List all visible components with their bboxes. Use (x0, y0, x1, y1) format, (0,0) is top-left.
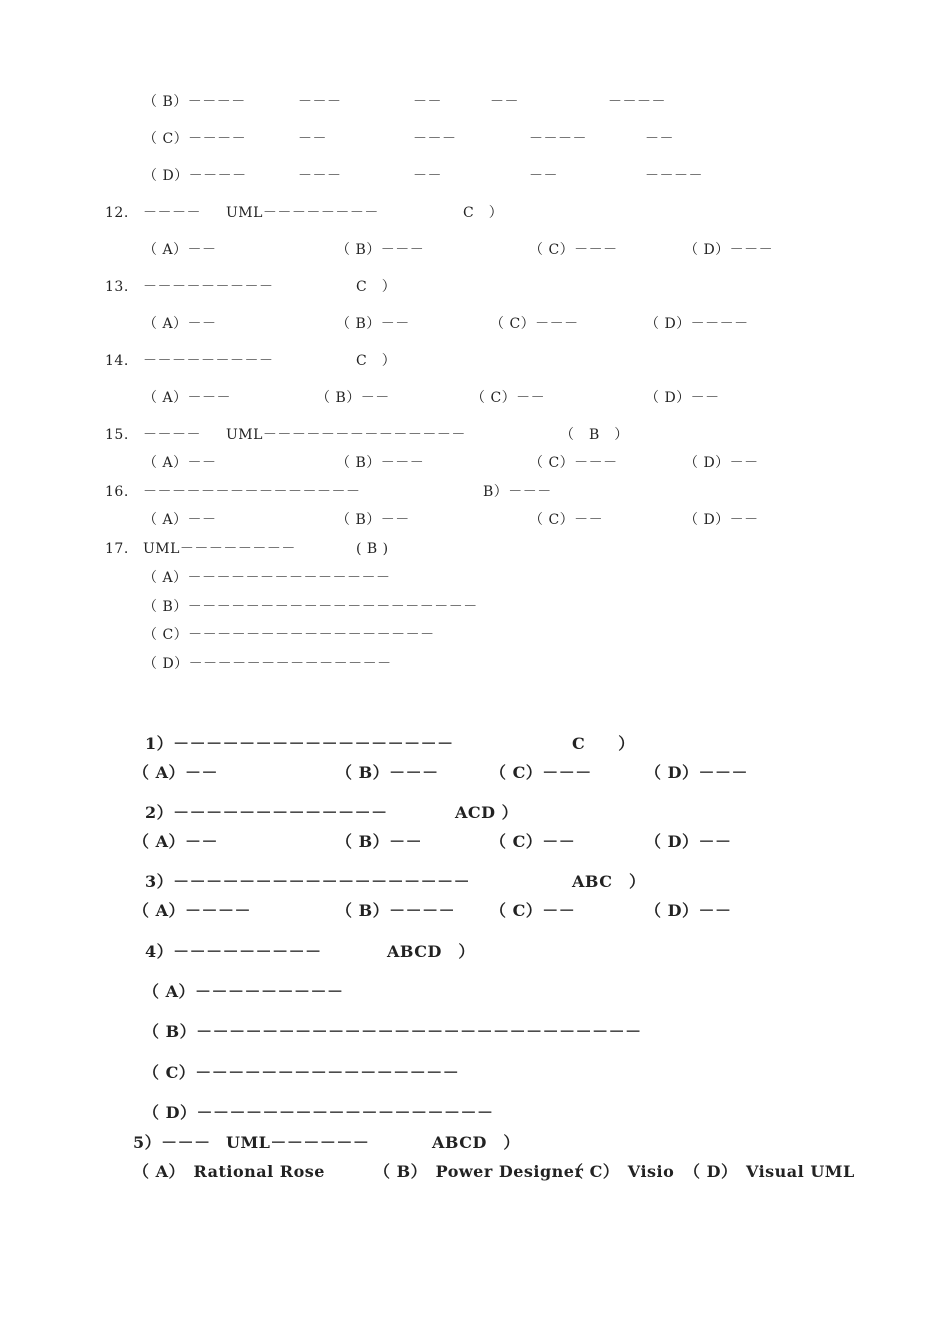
option: （ B）－－－－－－－－－－－－－－－－－－－－－－－－－－－ (143, 1022, 642, 1041)
option-label: （ B）－－－－ (143, 94, 246, 110)
option: （ A）－－ (143, 512, 217, 528)
option: （ B）－－－－－－－－－－－－－－－－－－－－ (143, 599, 478, 615)
option: （ B）－－ (316, 390, 390, 406)
question-answer: ABCD ） (432, 1133, 520, 1152)
option: （ B）－－－－ (336, 901, 456, 920)
option-label: （ D）－－－－ (143, 168, 247, 184)
question-text: UML－－－－－－－－ (226, 205, 379, 221)
question-text: －－－－－－－－－－－－－－－ (143, 484, 361, 500)
question-answer: C ） (463, 205, 504, 221)
option: （ C）－－ (490, 832, 576, 851)
question-text: 1）－－－－－－－－－－－－－－－－－ (145, 734, 454, 753)
question-number: 17. (105, 541, 129, 557)
option: （ D）－－ (684, 455, 759, 471)
option: （ A）－－－－－－－－－ (143, 982, 344, 1001)
question-number: 15. (105, 427, 129, 443)
option: （ D）－－ (645, 901, 732, 920)
option-column: －－－－ (529, 131, 587, 147)
option: （ B）－－－ (336, 455, 425, 471)
option-column: －－－－ (608, 94, 666, 110)
option-column: －－ (413, 168, 442, 184)
option: （ D）－－－ (684, 242, 774, 258)
option: （ B） Power Designer (374, 1162, 584, 1181)
question-number: 12. (105, 205, 129, 221)
option-column: －－ (529, 168, 558, 184)
question-text: 3）－－－－－－－－－－－－－－－－－－ (145, 872, 471, 891)
question-number: 14. (105, 353, 129, 369)
question-answer: ACD ） (455, 803, 519, 822)
option-column: －－ (645, 131, 674, 147)
option: （ A） Rational Rose (133, 1162, 325, 1181)
option: （ A）－－ (143, 455, 217, 471)
option-column: －－－ (298, 168, 342, 184)
question-text: －－－－－－－－－ (143, 353, 274, 369)
question-text: －－－－ (143, 427, 201, 443)
question-text: 5）－－－ (133, 1133, 211, 1152)
option: （ D）－－－－－－－－－－－－－－ (143, 656, 392, 672)
question-number: 16. (105, 484, 129, 500)
option-column: －－ (298, 131, 327, 147)
question-text: UML－－－－－－－－ (143, 541, 296, 557)
option: （ C）－－ (490, 901, 576, 920)
option: （ B）－－ (336, 512, 410, 528)
option: （ D） Visual UML (684, 1162, 855, 1181)
option: （ C）－－ (471, 390, 546, 406)
option: （ A）－－ (133, 763, 218, 782)
option: （ A）－－－ (143, 390, 232, 406)
question-answer: （ B ） (560, 427, 629, 443)
question-text: －－－－ (143, 205, 201, 221)
option-label: （ C）－－－－ (143, 131, 247, 147)
option: （ D）－－－ (645, 763, 748, 782)
option: （ A）－－ (133, 832, 218, 851)
option: （ C）－－－ (529, 242, 618, 258)
option: （ B）－－ (336, 316, 410, 332)
option-column: －－ (413, 94, 442, 110)
option: （ C） Visio (567, 1162, 675, 1181)
question-text: －－－－－－－－－ (143, 279, 274, 295)
question-text: 2）－－－－－－－－－－－－－ (145, 803, 388, 822)
option: （ A）－－－－ (133, 901, 251, 920)
question-answer: ABCD ） (387, 942, 475, 961)
option: （ D）－－－－ (645, 316, 749, 332)
option: （ C）－－－－－－－－－－－－－－－－－ (143, 627, 435, 643)
option: （ A）－－ (143, 242, 217, 258)
option: （ A）－－－－－－－－－－－－－－ (143, 570, 391, 586)
option: （ D）－－ (645, 390, 720, 406)
option-column: －－－ (298, 94, 342, 110)
option: （ C）－－ (529, 512, 604, 528)
question-text: UML－－－－－－－－－－－－－－ (226, 427, 466, 443)
option-column: －－－－ (645, 168, 703, 184)
question-answer: C ） (356, 279, 397, 295)
option: （ D）－－ (684, 512, 759, 528)
question-answer: B）－－－ (483, 484, 552, 500)
option: （ B）－－－ (336, 242, 425, 258)
question-answer: ABC ） (572, 872, 646, 891)
option: （ D）－－ (645, 832, 732, 851)
question-answer: ( B ) (356, 541, 389, 557)
option: （ B）－－ (336, 832, 423, 851)
option: （ C）－－－ (529, 455, 618, 471)
question-text: 4）－－－－－－－－－ (145, 942, 322, 961)
question-answer: C ） (356, 353, 397, 369)
option: （ D）－－－－－－－－－－－－－－－－－－ (143, 1103, 494, 1122)
question-answer: C ） (572, 734, 635, 753)
option: （ C）－－－ (490, 763, 592, 782)
option: （ B）－－－ (336, 763, 439, 782)
question-number: 13. (105, 279, 129, 295)
option: （ C）－－－ (490, 316, 579, 332)
option: （ A）－－ (143, 316, 217, 332)
option-column: －－－ (413, 131, 457, 147)
option-column: －－ (490, 94, 519, 110)
option: （ C）－－－－－－－－－－－－－－－－ (143, 1063, 460, 1082)
question-text: UML－－－－－－ (226, 1133, 370, 1152)
